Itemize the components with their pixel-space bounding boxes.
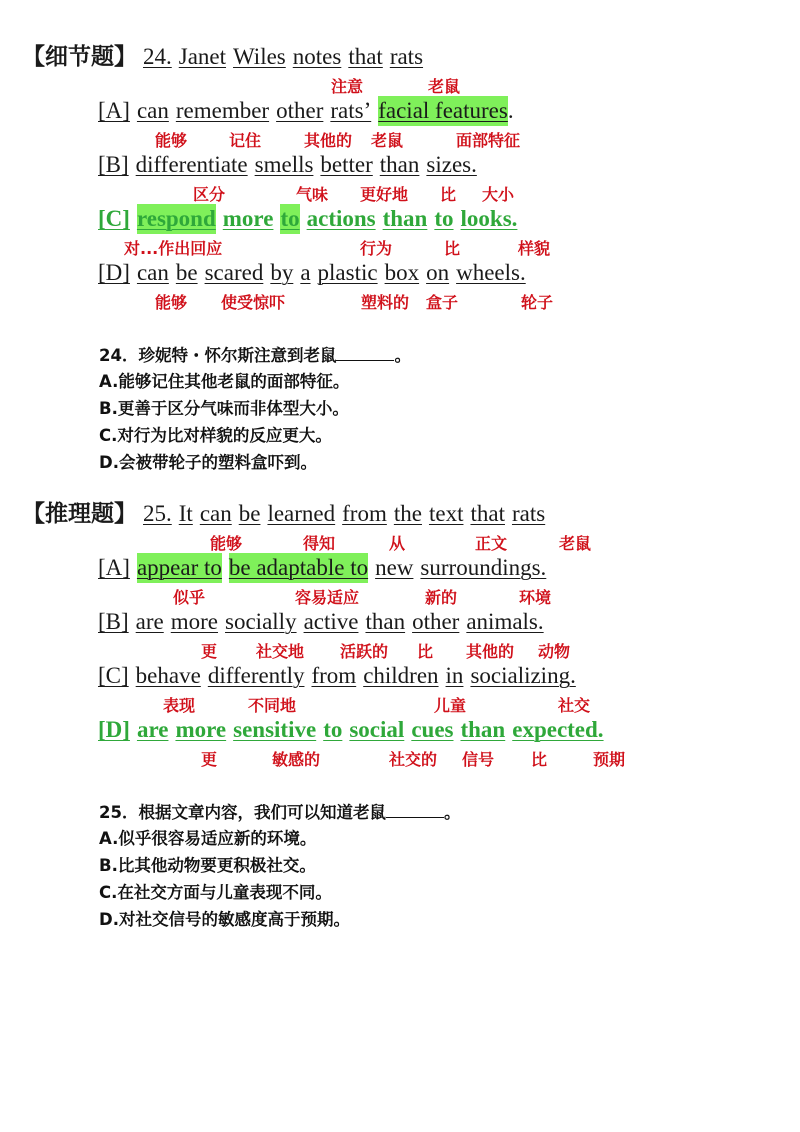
option-word: differentiate [135,152,248,177]
annotation: 预期 [593,750,626,769]
option-word: children [363,663,439,688]
highlighted-word: respond [137,204,216,234]
option-word: better [320,152,373,177]
annotation: 动物 [538,642,571,661]
option-word: in [445,663,464,688]
annotation: 其他的 [466,642,515,661]
annotation: 记住 [229,131,262,150]
option-word: more [222,206,274,231]
option-word: rats’ [330,98,372,123]
q25-stem-word: that [470,501,505,526]
option-word: smells [254,152,314,177]
option-word: plastic [317,260,378,285]
q25-type-tag: 【推理题】 [22,501,137,527]
annotation: 注意 [331,77,364,96]
option-label: [B] [98,609,129,634]
annotation: 不同地 [248,696,297,715]
option-word: looks. [460,206,518,231]
option-word: other [412,609,460,634]
option-word: can [136,260,169,285]
annotation: 大小 [482,185,515,204]
annotation: 社交地 [256,642,305,661]
option-word: are [135,609,164,634]
q24-stem-word: 24. [143,44,172,69]
annotation: 儿童 [434,696,467,715]
q24-option-b [98,150,484,180]
cn-stem-end: 。 [443,803,461,822]
q25-option-c [98,661,583,691]
option-word: differently [207,663,305,688]
q24-stem-word: Wiles [233,44,286,69]
option-word: remember [175,98,270,123]
q25-stem-word: It [178,501,193,526]
annotation: 比 [531,750,548,769]
annotation: 比 [417,642,434,661]
option-word: a [300,260,311,285]
option-word: active [303,609,359,634]
annotation: 更 [201,750,218,769]
option-word: actions [306,206,376,231]
annotation: 敏感的 [272,750,321,769]
annotation: 能够 [210,534,243,553]
q24-cn-stem [99,344,411,367]
option-word: social [349,717,405,742]
q25-cn-stem [99,801,460,824]
q25-stem-word: 25. [143,501,172,526]
annotation: 老鼠 [428,77,461,96]
option-word: more [170,609,219,634]
option-word: more [175,717,227,742]
option-word: box [384,260,420,285]
option-word: to [434,206,454,231]
option-word: expected. [512,717,604,742]
annotation: 表现 [163,696,196,715]
annotation: 新的 [425,588,458,607]
q24-cn-option-a: A.能够记住其他老鼠的面部特征。 [99,372,350,391]
annotation: 比 [444,239,461,258]
q24-type-tag: 【细节题】 [22,44,137,70]
highlighted-phrase: appear to [137,553,222,583]
annotation: 似乎 [173,588,206,607]
q25-cn-option-c: C.在社交方面与儿童表现不同。 [99,883,332,902]
annotation: 使受惊吓 [221,293,286,312]
option-label: [A] [98,555,130,580]
q24-stem [22,42,430,72]
option-word: than [460,717,506,742]
annotation: 社交的 [389,750,438,769]
highlighted-phrase: facial features [378,96,508,126]
annotation: 塑料的 [361,293,410,312]
q25-stem [22,499,552,529]
option-label: [D] [98,260,130,285]
annotation: 从 [389,534,406,553]
option-word: animals. [466,609,544,634]
option-label: [B] [98,152,129,177]
annotation: 气味 [296,185,329,204]
cn-stem-text: 24．珍妮特・怀尔斯注意到老鼠 [99,346,337,365]
annotation: 更 [201,642,218,661]
option-label: [D] [98,717,130,742]
annotation: 老鼠 [559,534,592,553]
option-word: than [382,206,428,231]
q24-option-d [98,258,533,288]
option-word: socializing. [470,663,576,688]
q25-stem-word: the [393,501,422,526]
option-word: surroundings. [420,555,547,580]
option-word: behave [135,663,201,688]
q25-stem-word: from [342,501,387,526]
period: . [507,98,514,123]
annotation: 信号 [462,750,495,769]
q24-stem-word: notes [292,44,342,69]
annotation: 正文 [475,534,508,553]
option-label: [C] [98,663,129,688]
option-word: new [375,555,414,580]
q24-cn-option-c: C.对行为比对样貌的反应更大。 [99,426,332,445]
annotation: 环境 [519,588,552,607]
highlighted-word: to [280,204,299,234]
annotation: 对...作出回应 [124,239,223,258]
q25-option-d-correct [98,715,611,745]
option-word: wheels. [456,260,526,285]
cn-stem-end: 。 [394,346,411,365]
q25-cn-option-b: B.比其他动物要更积极社交。 [99,856,316,875]
annotation: 区分 [193,185,226,204]
annotation: 老鼠 [371,131,404,150]
q24-stem-word: that [348,44,383,69]
annotation: 能够 [155,131,188,150]
option-word: socially [225,609,297,634]
q25-option-b [98,607,551,637]
option-label: [A] [98,98,130,123]
annotation: 得知 [303,534,336,553]
option-word: are [136,717,169,742]
q25-stem-word: rats [511,501,546,526]
answer-blank [336,344,394,361]
annotation: 轮子 [521,293,554,312]
cn-stem-text: 25．根据文章内容，我们可以知道老鼠 [99,803,386,822]
q24-stem-word: rats [389,44,424,69]
q25-cn-option-a: A.似乎很容易适应新的环境。 [99,829,317,848]
option-word: to [323,717,343,742]
q25-stem-word: can [199,501,232,526]
q25-stem-word: text [428,501,464,526]
option-word: than [379,152,420,177]
option-word: scared [204,260,264,285]
q24-cn-option-d: D.会被带轮子的塑料盒吓到。 [99,453,317,472]
answer-blank [386,801,444,818]
annotation: 能够 [155,293,188,312]
q24-option-c-correct [98,204,524,234]
annotation: 比 [440,185,457,204]
highlighted-phrase: be adaptable to [229,553,368,583]
q24-cn-option-b: B.更善于区分气味而非体型大小。 [99,399,349,418]
annotation: 盒子 [426,293,459,312]
option-label: [C] [98,206,130,231]
annotation: 社交 [558,696,591,715]
annotation: 行为 [360,239,393,258]
annotation: 其他的 [304,131,353,150]
annotation: 容易适应 [295,588,360,607]
q24-stem-word: Janet [178,44,227,69]
annotation: 活跃的 [340,642,389,661]
option-word: from [311,663,357,688]
option-word: by [270,260,294,285]
q25-cn-option-d: D.对社交信号的敏感度高于预期。 [99,910,350,929]
q24-option-a [98,96,514,126]
annotation: 更好地 [360,185,409,204]
q25-stem-word: be [238,501,261,526]
option-word: can [136,98,169,123]
option-word: other [276,98,324,123]
option-word: sensitive [233,717,317,742]
option-word: cues [411,717,454,742]
annotation: 样貌 [518,239,551,258]
q25-stem-word: learned [267,501,336,526]
option-word: on [426,260,450,285]
annotation: 面部特征 [456,131,521,150]
option-word: than [365,609,406,634]
option-word: be [175,260,198,285]
q25-option-a [98,553,553,583]
option-word: sizes. [426,152,477,177]
